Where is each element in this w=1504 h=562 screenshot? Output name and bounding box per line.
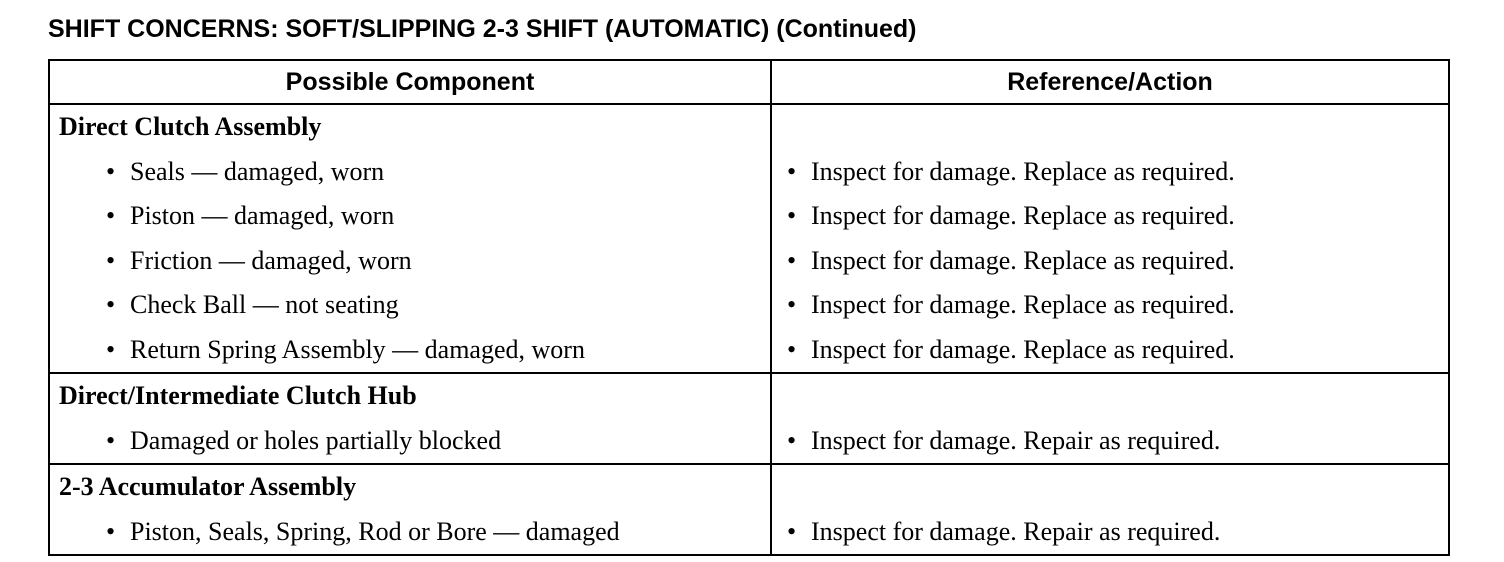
component-item (50, 283, 770, 328)
group-title: Direct Clutch Assembly (59, 112, 322, 141)
component-text: Return Spring Assembly — damaged, worn (130, 334, 585, 364)
component-item (50, 328, 770, 373)
action-item (772, 328, 1448, 373)
component-cell (49, 373, 771, 464)
component-item (50, 510, 770, 555)
table-row (49, 104, 1449, 373)
bullet-icon: • (787, 156, 797, 186)
action-text: Inspect for damage. Replace as required. (811, 290, 1235, 319)
action-text: Inspect for damage. Repair as required. (811, 516, 1221, 546)
component-item (50, 194, 770, 239)
bullet-icon: • (787, 425, 797, 455)
action-item (772, 510, 1448, 555)
group-title: 2-3 Accumulator Assembly (59, 472, 357, 501)
action-cell (771, 104, 1449, 373)
component-item (50, 239, 770, 284)
group-title-spacer (772, 105, 1448, 150)
component-text: Piston — damaged, worn (130, 201, 395, 230)
shift-concerns-table (48, 59, 1450, 556)
bullet-icon: • (106, 245, 116, 275)
action-cell (771, 464, 1449, 555)
action-text: Inspect for damage. Replace as required. (811, 156, 1235, 186)
column-header-reference-action: Reference/Action (771, 60, 1449, 104)
component-text: Check Ball — not seating (130, 290, 399, 319)
component-text: Damaged or holes partially blocked (130, 425, 502, 455)
bullet-icon: • (787, 334, 797, 364)
component-text: Piston, Seals, Spring, Rod or Bore — damaged (130, 516, 620, 546)
action-item (772, 419, 1448, 464)
action-text: Inspect for damage. Replace as required. (811, 245, 1235, 275)
bullet-icon: • (787, 245, 797, 275)
action-item (772, 194, 1448, 239)
action-text: Inspect for damage. Replace as required. (811, 334, 1235, 364)
action-item (772, 150, 1448, 195)
component-item (50, 419, 770, 464)
bullet-icon: • (106, 334, 116, 364)
table-row (49, 373, 1449, 464)
table-row (49, 464, 1449, 555)
action-cell (771, 373, 1449, 464)
bullet-icon: • (106, 516, 116, 546)
component-item (50, 150, 770, 195)
action-text: Inspect for damage. Replace as required. (811, 201, 1235, 230)
action-text: Inspect for damage. Repair as required. (811, 425, 1221, 455)
component-cell (49, 464, 771, 555)
column-header-possible-component: Possible Component (49, 60, 771, 104)
component-text: Friction — damaged, worn (130, 245, 412, 275)
bullet-icon: • (787, 201, 797, 230)
group-title-spacer (772, 374, 1448, 419)
page-title: SHIFT CONCERNS: SOFT/SLIPPING 2-3 SHIFT (AUTOMATIC) (Continued) (48, 15, 917, 43)
bullet-icon: • (106, 425, 116, 455)
bullet-icon: • (787, 290, 797, 319)
bullet-icon: • (787, 516, 797, 546)
group-title: Direct/Intermediate Clutch Hub (59, 381, 417, 410)
action-item (772, 283, 1448, 328)
bullet-icon: • (106, 290, 116, 319)
component-text: Seals — damaged, worn (130, 156, 385, 186)
action-item (772, 239, 1448, 284)
group-title-spacer (772, 465, 1448, 510)
bullet-icon: • (106, 201, 116, 230)
table-header-row (49, 60, 1449, 104)
bullet-icon: • (106, 156, 116, 186)
component-cell (49, 104, 771, 373)
